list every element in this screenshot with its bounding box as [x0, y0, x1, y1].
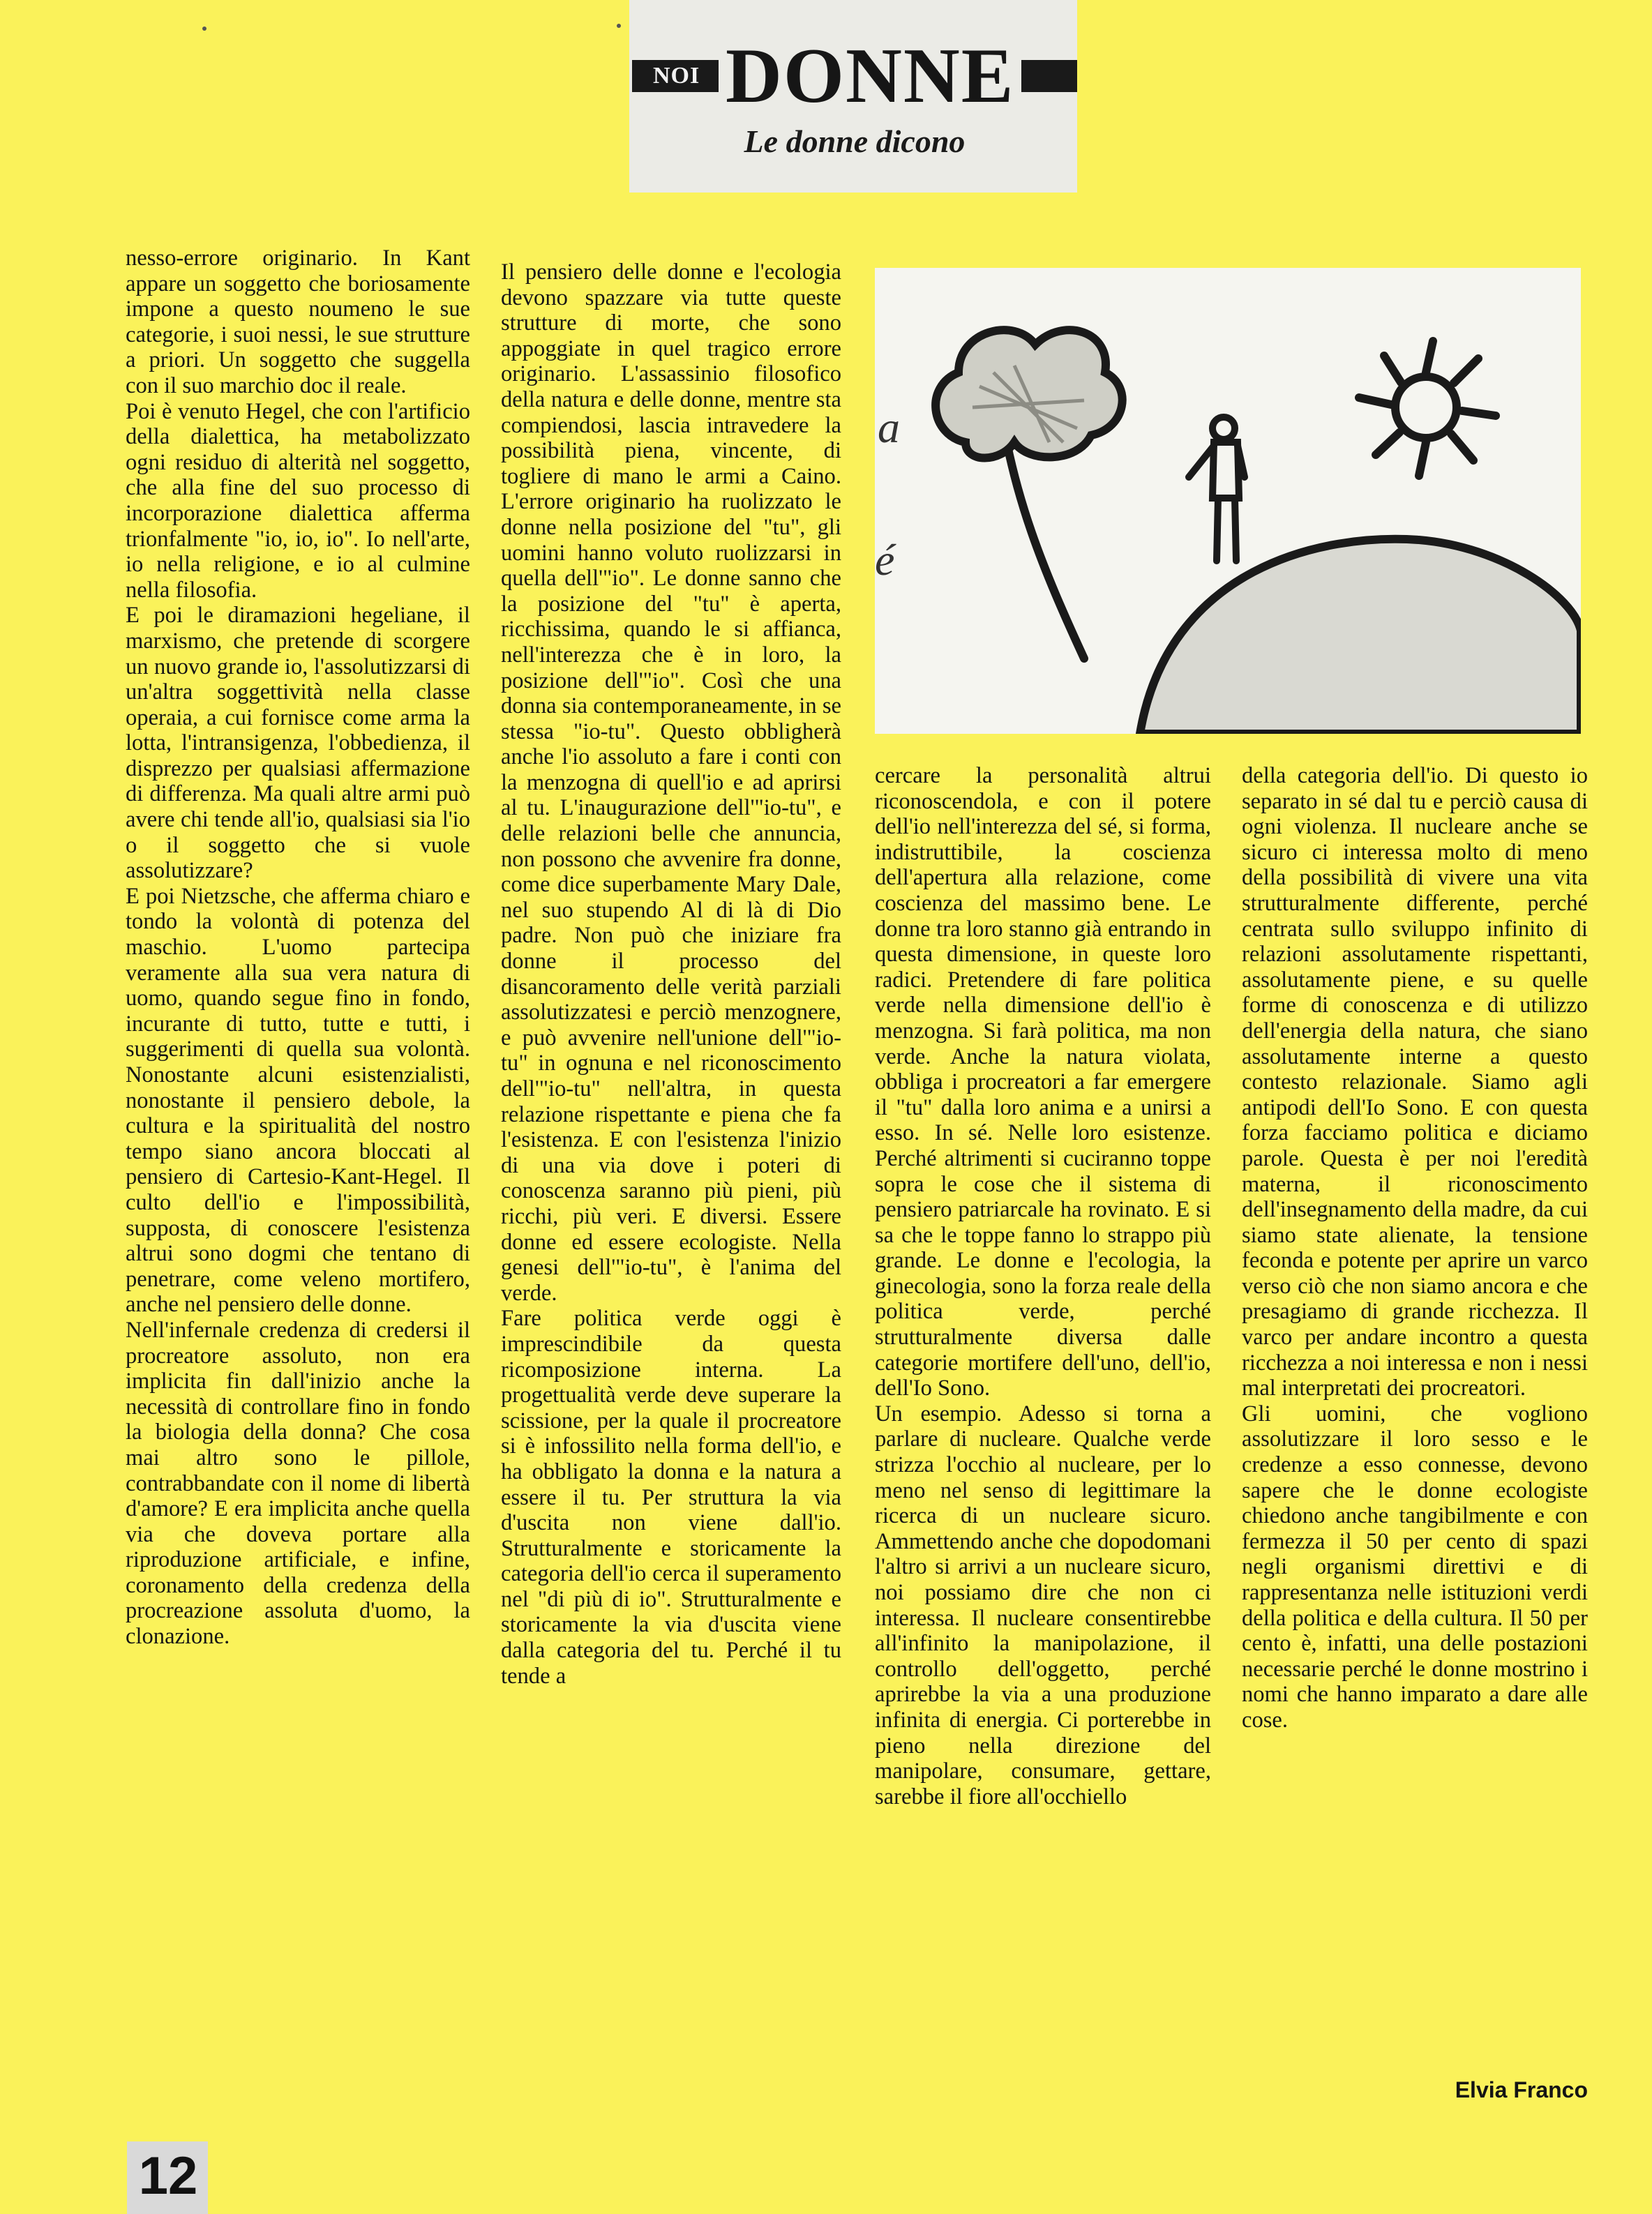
author-signature: Elvia Franco — [1455, 2077, 1588, 2102]
paragraph: della categoria dell'io. Di questo io separato in sé dal tu e perciò causa di ogni violenza. Il nucleare anche se sicuro ci interessa molto di meno della possibilità di vivere una vita strutturalmente differente, perché centrata sullo sviluppo infinito di relazioni assolutamente rispettanti, assolutamente piene, e su quelle forme di conoscenza e di utilizzo dell'energia della natura, che siano assolutamente interne a questo contesto relazionale. Siamo agli antipodi dell'Io Sono. E con questa forza facciamo politica e diciamo parole. Questa è per noi l'eredità materna, il riconoscimento dell'insegnamento della madre, da cui siamo state alienate, la tensione feconda e potente per aprire un varco verso ciò che non siamo ancora e che presagiamo di grande ricchezza. Il varco per andare incontro a questa ricchezza a noi interessa e non i nessi mal interpretati dei procreatori. — [1242, 763, 1588, 1401]
article-column-2 — [501, 259, 841, 1689]
print-mark — [202, 27, 206, 31]
paragraph: Nell'infernale credenza di credersi il procreatore assoluto, non era implicita fin dall'inizio anche la necessità di controllare fino in fondo la biologia della donna? Che cosa mai altro sono le pillole, contrabbandate con il nome di libertà d'amore? E era implicita anche quella via che doveva portare alla riproduzione artificiale, e infine, coronamento della credenza della procreazione assoluta d'uomo, la clonazione. — [126, 1317, 470, 1650]
figure-head — [1212, 417, 1235, 439]
illustration-edge-letter: a — [878, 402, 900, 452]
paragraph: Gli uomini, che vogliono assolutizzare il loro sesso e le credenze a esso connesse, devono sapere che le donne ecologiste chiedono anche tangibilmente e con fermezza il 50 per cento di spazi negli organismi direttivi e di rappresentanza nelle istituzioni verdi della politica e della cultura. Il 50 per cento è, infatti, una delle postazioni necessarie perché le donne mostrino i nomi che hanno imparato a dare alle cose. — [1242, 1401, 1588, 1733]
masthead-donne: DONNE — [719, 35, 1021, 117]
page-number: 12 — [138, 2146, 198, 2206]
sun-core — [1395, 377, 1457, 438]
figure-body — [1212, 442, 1239, 498]
illustration-edge-letter: é — [875, 535, 895, 585]
figure-legs — [1217, 498, 1236, 561]
article-column-4 — [1242, 763, 1588, 1733]
masthead — [632, 35, 1077, 117]
section-subtitle: Le donne dicono — [744, 123, 966, 159]
illustration-figure-on-hill — [875, 268, 1581, 734]
paragraph: E poi Nietzsche, che afferma chiaro e tondo la volontà di potenza del maschio. L'uomo partecipa veramente alla sua vera natura di uomo, quando segue fino in fondo, incurante di tutto, tutte e tutti, i suggerimenti di quella sua volontà. Nonostante alcuni esistenzialisti, nonostante il pensiero debole, la cultura e la spiritualità del nostro tempo siano ancora bloccati al pensiero di Cartesio-Kant-Hegel. Il culto dell'io e l'impossibilità, supposta, di conoscere l'esistenza altrui sono dogmi che tentano di penetrare, come veleno mortifero, anche nel pensiero delle donne. — [126, 883, 470, 1318]
masthead-noi: NOI — [653, 63, 700, 89]
paragraph: nesso-errore originario. In Kant appare un soggetto che boriosamente impone a questo noumeno le sue categorie, i suoi nessi, le sue strutture a priori. Un soggetto che suggella con il suo marchio doc il reale. — [126, 246, 470, 398]
article-column-3 — [875, 763, 1211, 1809]
hill-shape — [1140, 539, 1581, 734]
paragraph: Il pensiero delle donne e l'ecologia devono spazzare via tutte queste strutture di morte, che sono appoggiate in quel tragico errore originario. L'assassinio filosofico della natura e delle donne, mentre sta compiendosi, lascia intravedere la possibilità piena, vincente, di togliere di mano le armi a Caino. L'errore originario ha ruolizzato le donne nella posizione del "tu", gli uomini hanno voluto ruolizzarsi in quella dell'"io". Le donne sanno che la posizione del "tu" è aperta, ricchissima, quando le si affianca, nell'interezza che è in loro, la posizione dell'"io". Così che una donna sia contemporaneamente, in se stessa "io-tu". Questo obbligherà anche l'io assoluto a fare i conti con la menzogna di quell'io e ad aprirsi al tu. L'inaugurazione dell'"io-tu", e delle relazioni belle che annuncia, non possono che avvenire fra donne, come dice superbamente Mary Dale, nel suo stupendo Al di là di Dio padre. Non può che iniziare fra donne il processo del disancoramento delle verità parziali assolutizzatesi e perciò menzognere, e può avvenire nell'unione dell'"io-tu" in ognuna e nel riconoscimento dell'"io-tu" nell'altra, in questa relazione rispettante e piena che fa l'esistenza. E con l'esistenza l'inizio di una via dove i poteri di conoscenza saranno più pieni, più ricchi, più veri. E diversi. Essere donne ed essere ecologiste. Nella genesi dell'"io-tu", è l'anima del verde. — [501, 259, 841, 1306]
paragraph: E poi le diramazioni hegeliane, il marxismo, che pretende di scorgere un nuovo grande io, l'assolutizzarsi di un'altra soggettività nella classe operaia, a cui fornisce come arma la lotta, l'intransigenza, l'obbedienza, il disprezzo per qualsiasi affermazione di differenza. Ma quali altre armi può avere chi tende all'io, qualsiasi sia l'io o il soggetto che si vuole assolutizzare? — [126, 603, 470, 884]
illustration-drawing — [875, 268, 1581, 734]
print-mark — [617, 24, 621, 28]
paragraph: Fare politica verde oggi è imprescindibile da questa ricomposizione interna. La progettualità verde deve superare la scissione, per la quale il procreatore si è infossilito nella forma dell'io, e ha obbligato la donna e la natura a essere il tu. Per struttura la via d'uscita non viene dall'io. Strutturalmente e storicamente la categoria dell'io cerca il superamento nel "di più di io". Strutturalmente e storicamente la via d'uscita viene dalla categoria del tu. Perché il tu tende a — [501, 1306, 841, 1689]
sun-rays — [1359, 341, 1496, 476]
paragraph: Un esempio. Adesso si torna a parlare di nucleare. Qualche verde strizza l'occhio al nucleare, per lo meno nel senso di legittimare la ricerca di un nucleare sicuro. Ammettendo anche che dopodomani l'altro si arrivi a un nucleare sicuro, noi possiamo dire che non ci interessa. Il nucleare consentirebbe all'infinito la manipolazione, il controllo dell'oggetto, perché aprirebbe la via a una produzione infinita di energia. Ci porterebbe in pieno nella direzione del manipolare, consumare, gettare, sarebbe il fiore all'occhiello — [875, 1401, 1211, 1809]
paragraph: Poi è venuto Hegel, che con l'artificio della dialettica, ha metabolizzato ogni residuo di alterità nel soggetto, che alla fine del suo processo di incorporazione dialettica afferma trionfalmente "io, io, io". Io nell'arte, io nella religione, e io al culmine nella filosofia. — [126, 398, 470, 603]
article-column-1 — [126, 246, 470, 1650]
paragraph: cercare la personalità altrui riconoscendola, e con il potere dell'io nell'interezza del sé, si forma, indistruttibile, la coscienza dell'apertura alla relazione, come coscienza del massimo bene. Le donne tra loro stanno già entrando in questa dimensione, in queste loro radici. Pretendere di fare politica verde nella dimensione dell'io è menzogna. Si farà politica, ma non verde. Anche la natura violata, obbliga i procreatori a far emergere il "tu" dalla loro anima e a unirsi a esso. In sé. Nelle loro esistenze. Perché altrimenti si cuciranno toppe sopra le cose che il sistema di pensiero patriarcale ha rovinato. E si sa che le toppe fanno lo strappo più grande. Le donne e l'ecologia, la ginecologia, sono la forza reale della politica verde, perché strutturalmente diversa dalle categorie mortifere dell'uno, dell'io, dell'Io Sono. — [875, 763, 1211, 1401]
